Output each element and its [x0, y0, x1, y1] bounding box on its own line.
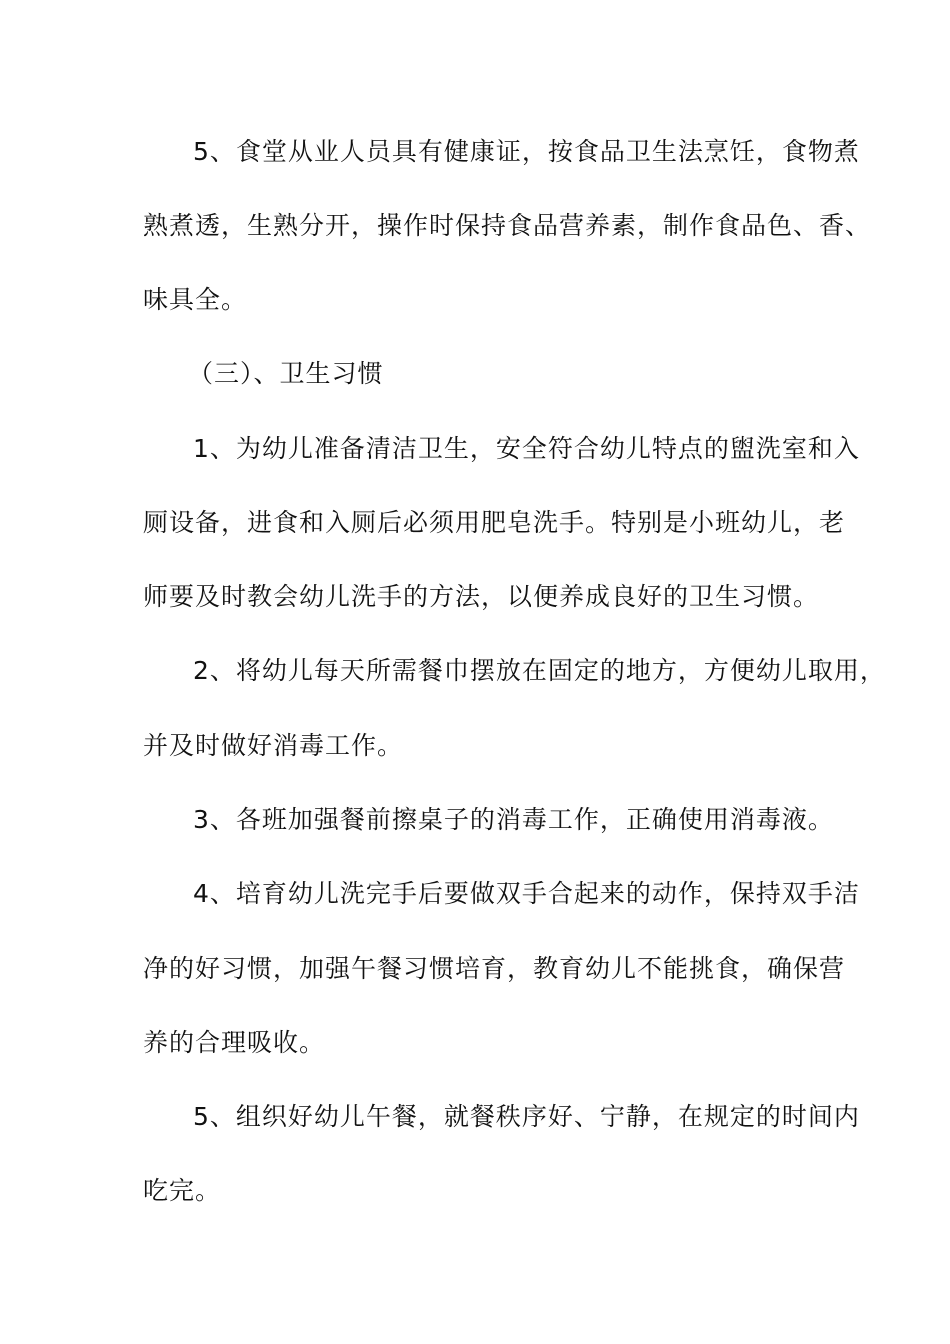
- item-3-line-1: 3、各班加强餐前擦桌子的消毒工作，正确使用消毒液。: [193, 805, 834, 834]
- item-5-line-1: 5、组织好幼儿午餐，就餐秩序好、宁静，在规定的时间内: [193, 1102, 860, 1131]
- paragraph-5-line-2: 熟煮透，生熟分开，操作时保持食品营养素，制作食品色、香、: [143, 211, 872, 240]
- item-1-line-3: 师要及时教会幼儿洗手的方法，以便养成良好的卫生习惯。: [143, 582, 820, 611]
- item-2-line-2: 并及时做好消毒工作。: [143, 731, 404, 760]
- item-4-line-2: 净的好习惯，加强午餐习惯培育，教育幼儿不能挑食，确保营: [143, 954, 846, 983]
- paragraph-5-line-1: 5、食堂从业人员具有健康证，按食品卫生法烹饪，食物煮: [193, 137, 860, 166]
- item-1-line-2: 厕设备，进食和入厕后必须用肥皂洗手。特别是小班幼儿，老: [143, 508, 846, 537]
- item-2-line-1: 2、将幼儿每天所需餐巾摆放在固定的地方，方便幼儿取用，: [193, 656, 886, 685]
- item-1-line-1: 1、为幼儿准备清洁卫生，安全符合幼儿特点的盥洗室和入: [193, 434, 860, 463]
- paragraph-5-line-3: 味具全。: [143, 285, 248, 314]
- item-4-line-1: 4、培育幼儿洗完手后要做双手合起来的动作，保持双手洁: [193, 879, 860, 908]
- section-heading-hygiene-habits: （三）、卫生习惯: [188, 359, 384, 388]
- item-4-line-3: 养的合理吸收。: [143, 1028, 326, 1057]
- item-5-line-2: 吃完。: [143, 1176, 222, 1205]
